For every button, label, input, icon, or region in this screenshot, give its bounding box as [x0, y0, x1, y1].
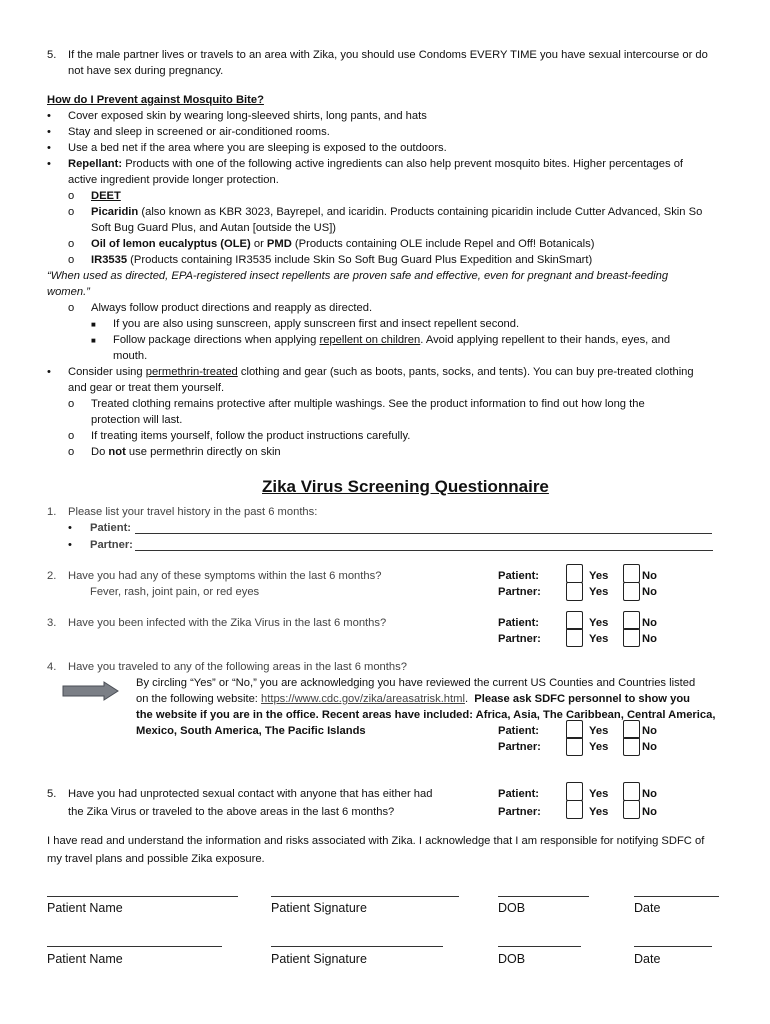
q5-patient-yes-label: Yes — [589, 788, 609, 800]
permethrin-link[interactable]: permethrin-treated — [145, 366, 238, 378]
treated-clothing-line2: protection will last. — [91, 414, 183, 426]
patient-signature-label: Patient Signature — [271, 952, 367, 966]
ir3535-label: IR3535 — [91, 254, 128, 266]
q4-p2-dot: . — [464, 693, 469, 705]
treating-items: If treating items yourself, follow the product instructions carefully. — [91, 430, 411, 442]
q2-patient-label: Patient: — [498, 570, 540, 582]
q4-paragraph-line1: By circling “Yes” or “No,” you are acknowledging you have reviewed the current US Counties and Countries listed — [136, 677, 696, 689]
q2-patient-no-label: No — [642, 570, 657, 582]
dob-field[interactable] — [498, 896, 589, 897]
date-field[interactable] — [634, 946, 712, 947]
q3-partner-yes-label: Yes — [589, 633, 609, 645]
epa-quote-line1: “When used as directed, EPA-registered insect repellents are proven safe and effective, even for pregnant and breast-feeding — [47, 270, 669, 282]
q5-partner-yes-label: Yes — [589, 806, 609, 818]
q3-patient-label: Patient: — [498, 617, 540, 629]
q3-partner-label: Partner: — [498, 633, 541, 645]
patient-name-label: Patient Name — [47, 952, 123, 966]
q3-partner-yes-checkbox[interactable] — [566, 628, 583, 647]
patient-signature-label: Patient Signature — [271, 901, 367, 915]
q2-subtext: Fever, rash, joint pain, or red eyes — [90, 586, 260, 598]
q4-paragraph-line3: the website if you are in the office. Recent areas have included: Africa, Asia, The Caribbean, Central America, — [136, 709, 716, 721]
item5-line1: If the male partner lives or travels to an area with Zika, you should use Condoms EVERY TIME you have sexual intercourse or do — [68, 49, 708, 61]
q4-patient-yes-label: Yes — [589, 725, 609, 737]
ole-line — [91, 237, 594, 252]
repellent-children-link[interactable]: repellent on children — [319, 334, 421, 346]
treated-clothing: Treated clothing remains protective after multiple washings. See the product information to find out how long the — [91, 398, 645, 410]
circle-bullet-icon: o — [68, 398, 75, 410]
q2-patient-yes-checkbox[interactable] — [566, 564, 583, 583]
dob-label: DOB — [498, 901, 526, 915]
q5-partner-yes-checkbox[interactable] — [566, 800, 583, 819]
bullet-clothing: Cover exposed skin by wearing long-sleeved shirts, long pants, and hats — [68, 110, 427, 122]
do-not-line — [91, 445, 281, 460]
picaridin-line2: Soft Bug Guard Plus, and Autan [outside the US]) — [91, 222, 337, 234]
questionnaire-title: Zika Virus Screening Questionnaire — [262, 477, 549, 496]
picaridin-text: (also known as KBR 3023, Bayrepel, and icaridin. Products containing picaridin include Cutter Advanced, Skin So — [138, 206, 703, 218]
q2-partner-no-checkbox[interactable] — [623, 582, 640, 601]
q4-number: 4. — [47, 661, 57, 673]
q4-patient-label: Patient: — [498, 725, 540, 737]
ir3535-text: (Products containing IR3535 include Skin So Soft Bug Guard Plus Expedition and SkinSmart) — [127, 254, 593, 266]
arrow-right-icon — [62, 681, 120, 701]
q3-patient-no-label: No — [642, 617, 657, 629]
ole-label: Oil of lemon eucalyptus (OLE) — [91, 238, 251, 250]
acknowledge-line1: I have read and understand the information and risks associated with Zika. I acknowledge that I am responsible for notifying SDFC of — [47, 835, 705, 847]
q2-patient-no-checkbox[interactable] — [623, 564, 640, 583]
epa-quote-line2: women.” — [47, 286, 90, 298]
q5-patient-label: Patient: — [498, 788, 540, 800]
q2-partner-yes-label: Yes — [589, 586, 609, 598]
item5-line2: not have sex during pregnancy. — [68, 65, 224, 77]
q1-text: Please list your travel history in the past 6 months: — [68, 506, 318, 518]
do-not-post: use permethrin directly on skin — [125, 446, 281, 458]
patient-name-label: Patient Name — [47, 901, 123, 915]
q5-partner-no-checkbox[interactable] — [623, 800, 640, 819]
q3-number: 3. — [47, 617, 57, 629]
package-line — [113, 333, 670, 348]
package-post: . Avoid applying repellent to their hands, eyes, and — [420, 334, 671, 346]
date-field[interactable] — [634, 896, 719, 897]
q4-partner-yes-checkbox[interactable] — [566, 737, 583, 756]
bullet-sleep: Stay and sleep in screened or air-conditioned rooms. — [68, 126, 330, 138]
acknowledge-line2: my travel plans and possible Zika exposure. — [47, 853, 265, 865]
ole-or: or — [250, 238, 267, 250]
circle-bullet-icon: o — [68, 446, 75, 458]
permethrin-pre: Consider using — [68, 366, 146, 378]
permethrin-line — [68, 365, 694, 380]
circle-bullet-icon: o — [68, 430, 75, 442]
prevent-heading: How do I Prevent against Mosquito Bite? — [47, 94, 264, 106]
q2-text: Have you had any of these symptoms within the last 6 months? — [68, 570, 382, 582]
permethrin-post: clothing and gear (such as boots, pants, socks, and tents). You can buy pre-treated clothing — [237, 366, 694, 378]
q4-patient-no-label: No — [642, 725, 657, 737]
square-bullet-icon: ■ — [91, 336, 96, 345]
date-label: Date — [634, 901, 661, 915]
q3-partner-no-checkbox[interactable] — [623, 628, 640, 647]
dob-label: DOB — [498, 952, 526, 966]
bullet-icon: • — [68, 522, 72, 534]
bullet-icon: • — [47, 110, 51, 122]
repellant-label: Repellant: — [68, 158, 123, 170]
repellant-line2: active ingredient provide longer protection. — [68, 174, 279, 186]
q5-partner-no-label: No — [642, 806, 657, 818]
q3-text: Have you been infected with the Zika Virus in the last 6 months? — [68, 617, 387, 629]
bullet-bednet: Use a bed net if the area where you are sleeping is exposed to the outdoors. — [68, 142, 447, 154]
bullet-icon: • — [47, 142, 51, 154]
q5-text-line2: the Zika Virus or traveled to the above areas in the last 6 months? — [68, 806, 395, 818]
q4-paragraph-line4: Mexico, South America, The Pacific Islands — [136, 725, 366, 737]
q5-text-line1: Have you had unprotected sexual contact with anyone that has either had — [68, 788, 433, 800]
q1-number: 1. — [47, 506, 57, 518]
picaridin-label: Picaridin — [91, 206, 139, 218]
do-not-bold: not — [108, 446, 126, 458]
q4-partner-yes-label: Yes — [589, 741, 609, 753]
q4-partner-label: Partner: — [498, 741, 541, 753]
q4-p2-bold: Please ask SDFC personnel to show you — [474, 693, 691, 705]
q5-patient-no-label: No — [642, 788, 657, 800]
bullet-icon: • — [47, 158, 51, 170]
q1-patient-label: Patient: — [90, 522, 132, 534]
circle-bullet-icon: o — [68, 254, 75, 266]
q1-patient-field[interactable] — [135, 533, 712, 534]
date-label: Date — [634, 952, 661, 966]
follow-directions: Always follow product directions and reapply as directed. — [91, 302, 373, 314]
q2-patient-yes-label: Yes — [589, 570, 609, 582]
q2-partner-yes-checkbox[interactable] — [566, 582, 583, 601]
bullet-icon: • — [68, 539, 72, 551]
permethrin-line2: and gear or treat them yourself. — [68, 382, 225, 394]
q5-patient-yes-checkbox[interactable] — [566, 782, 583, 801]
ir3535-line — [91, 253, 592, 268]
patient-signature-field[interactable] — [271, 896, 459, 897]
patient-signature-field[interactable] — [271, 946, 443, 947]
q2-partner-no-label: No — [642, 586, 657, 598]
q2-number: 2. — [47, 570, 57, 582]
q5-patient-no-checkbox[interactable] — [623, 782, 640, 801]
package-pre: Follow package directions when applying — [113, 334, 320, 346]
patient-name-field[interactable] — [47, 896, 238, 897]
bullet-icon: • — [47, 126, 51, 138]
cdc-link[interactable]: https://www.cdc.gov/zika/areasatrisk.html — [261, 693, 465, 705]
picaridin-line — [91, 205, 702, 220]
patient-name-field[interactable] — [47, 946, 222, 947]
q5-number: 5. — [47, 788, 57, 800]
q1-partner-field[interactable] — [135, 550, 713, 551]
pmd-label: PMD — [266, 238, 292, 250]
q4-paragraph-line2 — [136, 692, 690, 707]
dob-field[interactable] — [498, 946, 581, 947]
square-bullet-icon: ■ — [91, 320, 96, 329]
q2-partner-label: Partner: — [498, 586, 541, 598]
do-not-pre: Do — [91, 446, 109, 458]
repellant-text: Products with one of the following active ingredients can also help prevent mosquito bites. Higher percentages of — [122, 158, 684, 170]
ole-text: (Products containing OLE include Repel and Off! Botanicals) — [291, 238, 595, 250]
circle-bullet-icon: o — [68, 302, 75, 314]
q4-p2-pre: on the following website: — [136, 693, 262, 705]
q4-partner-no-checkbox[interactable] — [623, 737, 640, 756]
repellant-line — [68, 157, 683, 172]
circle-bullet-icon: o — [68, 190, 75, 202]
q3-patient-yes-label: Yes — [589, 617, 609, 629]
deet-item: DEET — [91, 190, 121, 202]
sunscreen-text: If you are also using sunscreen, apply sunscreen first and insect repellent second. — [113, 318, 520, 330]
circle-bullet-icon: o — [68, 206, 75, 218]
q4-partner-no-label: No — [642, 741, 657, 753]
bullet-icon: • — [47, 366, 51, 378]
q5-partner-label: Partner: — [498, 806, 541, 818]
q4-text: Have you traveled to any of the following areas in the last 6 months? — [68, 661, 407, 673]
item5-number: 5. — [47, 49, 57, 61]
q1-partner-label: Partner: — [90, 539, 133, 551]
circle-bullet-icon: o — [68, 238, 75, 250]
q3-partner-no-label: No — [642, 633, 657, 645]
package-line2: mouth. — [113, 350, 148, 362]
